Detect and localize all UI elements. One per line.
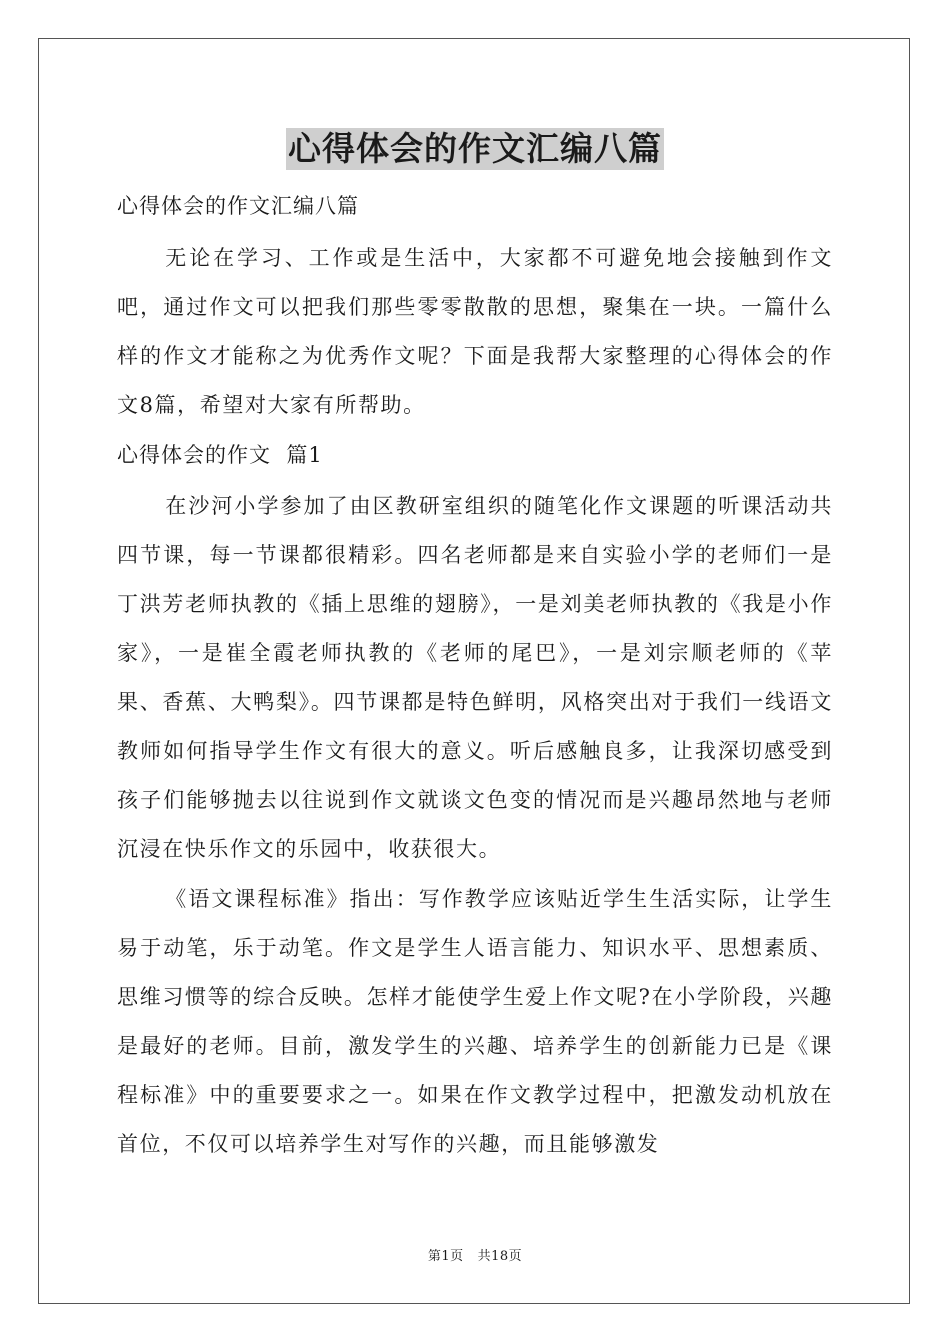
document-body [117, 180, 833, 1169]
section-heading: 心得体会的作文 篇1 [117, 443, 323, 467]
page-number: 第1页 [427, 1249, 464, 1264]
body-paragraph-2: 《语文课程标准》指出：写作教学应该贴近学生生活实际，让学生易于动笔，乐于动笔。作文是学生人语言能力、知识水平、思想素质、思维习惯等的综合反映。怎样才能使学生爱上作文呢?在小学阶段，兴趣是最好的老师。目前，激发学生的兴趣、培养学生的创新能力已是《课程标准》中的重要要求之一。如果在作文教学过程中，把激发动机放在首位，不仅可以培养学生对写作的兴趣，而且能够激发 [117, 887, 833, 1156]
page-total: 共18页 [477, 1249, 523, 1264]
title-wrap [0, 128, 950, 170]
document-subtitle: 心得体会的作文汇编八篇 [117, 194, 359, 218]
body-paragraph-1: 在沙河小学参加了由区教研室组织的随笔化作文课题的听课活动共四节课，每一节课都很精彩。四名老师都是来自实验小学的老师们一是丁洪芳老师执教的《插上思维的翅膀》，一是刘美老师执教的《我是小作家》，一是崔全霞老师执教的《老师的尾巴》，一是刘宗顺老师的《苹果、香蕉、大鸭梨》。四节课都是特色鲜明，风格突出对于我们一线语文教师如何指导学生作文有很大的意义。听后感触良多，让我深切感受到孩子们能够抛去以往说到作文就谈文色变的情况而是兴趣昂然地与老师沉浸在快乐作文的乐园中，收获很大。 [117, 494, 833, 861]
intro-paragraph: 无论在学习、工作或是生活中，大家都不可避免地会接触到作文吧，通过作文可以把我们那些零零散散的思想，聚集在一块。一篇什么样的作文才能称之为优秀作文呢？下面是我帮大家整理的心得体会的作文8篇，希望对大家有所帮助。 [117, 246, 833, 417]
page-footer [0, 1249, 950, 1265]
document-title: 心得体会的作文汇编八篇 [288, 129, 662, 168]
